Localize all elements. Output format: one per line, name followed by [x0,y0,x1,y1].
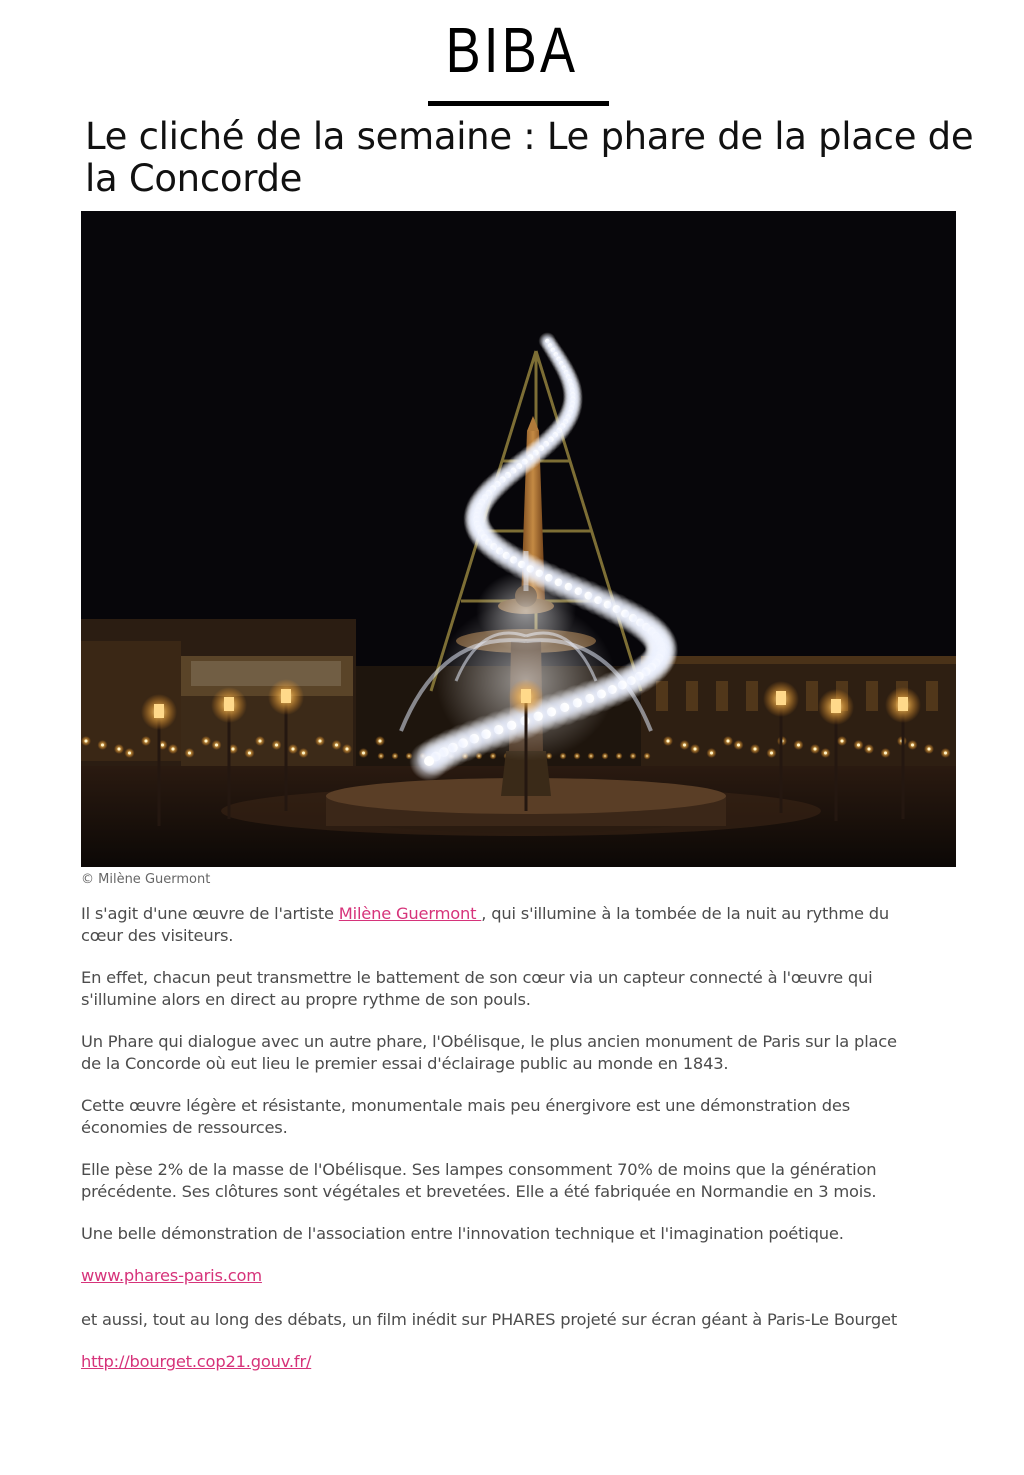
cop21-link-paragraph [81,1351,911,1373]
paragraph-7: et aussi, tout au long des débats, un film inédit sur PHARES projeté sur écran géant à Paris-Le Bourget [81,1310,898,1329]
bourget-cop21-link[interactable]: http://bourget.cop21.gouv.fr/ [81,1352,312,1371]
paragraph-5: Elle pèse 2% de la masse de l'Obélisque. Ses lampes consomment 70% de moins que la génération précédente. Ses clôtures sont végétales et brevetées. Elle a été fabriquée en Normandie en 3 mois. [81,1160,877,1201]
phares-paris-link[interactable]: www.phares-paris.com [81,1266,262,1285]
paragraph-2: En effet, chacun peut transmettre le battement de son cœur via un capteur connecté à l'œuvre qui s'illumine alors en direct au propre rythme de son pouls. [81,968,873,1009]
paragraph-4: Cette œuvre légère et résistante, monumentale mais peu énergivore est une démonstration des économies de ressources. [81,1096,850,1137]
article-title: Le cliché de la semaine : Le phare de la place de la Concorde [85,115,974,200]
article-body [81,903,911,1395]
artist-link[interactable]: Milène Guermont [338,904,482,923]
paragraph-6: Une belle démonstration de l'association entre l'innovation technique et l'imagination poétique. [81,1224,844,1243]
logo-container [0,14,1024,86]
phares-link-paragraph [81,1265,911,1287]
logo-underline [428,101,609,106]
paragraph-3: Un Phare qui dialogue avec un autre phare, l'Obélisque, le plus ancien monument de Paris sur la place de la Concorde où eut lieu le premier essai d'éclairage public au monde en 1843. [81,1032,897,1073]
paragraph-1: Il s'agit d'une œuvre de l'artiste Milène Guermont , qui s'illumine à la tombée de la nuit au rythme du cœur des visiteurs. [81,904,890,945]
biba-logo[interactable]: BIBA [445,14,579,86]
photo-credit: © Milène Guermont [81,872,211,887]
article-photo [81,211,956,867]
phare-concorde-night-photo [81,211,956,867]
